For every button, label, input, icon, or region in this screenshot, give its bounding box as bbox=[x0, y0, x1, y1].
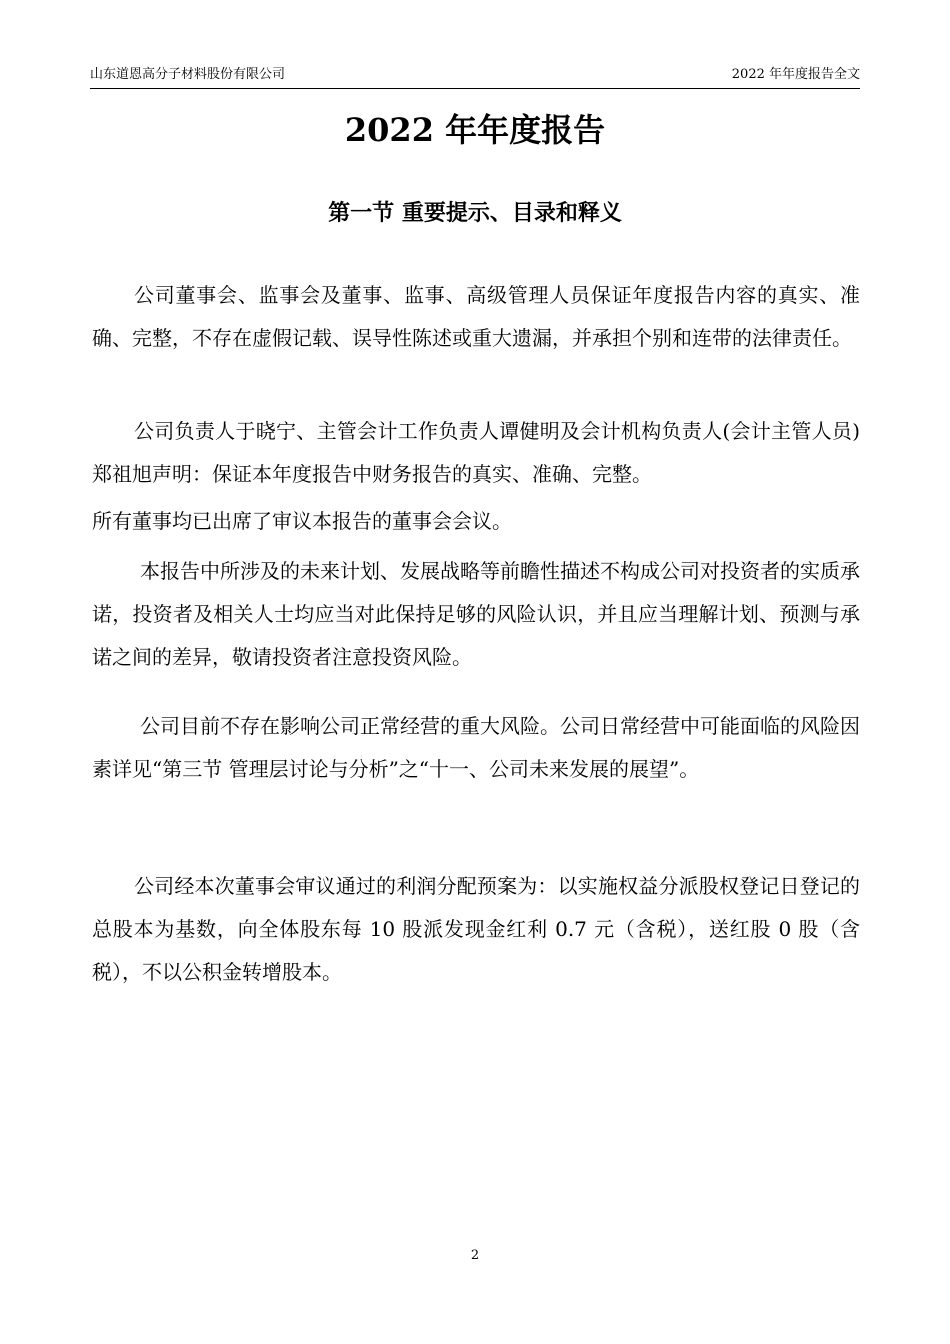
section-title: 第一节 重要提示、目录和释义 bbox=[328, 200, 622, 226]
header-company-name: 山东道恩高分子材料股份有限公司 bbox=[90, 67, 286, 82]
paragraph-forward-looking-disclaimer: 本报告中所涉及的未来计划、发展战略等前瞻性描述不构成公司对投资者的实质承诺，投资者及相关人士均应当对此保持足够的风险认识，并且应当理解计划、预测与承诺之间的差异，敬请投资者注意投资风险。 bbox=[92, 559, 860, 669]
paragraph-directors-attendance: 所有董事均已出席了审议本报告的董事会会议。 bbox=[92, 509, 512, 533]
paragraph-board-guarantee: 公司董事会、监事会及董事、监事、高级管理人员保证年度报告内容的真实、准确、完整，不存在虚假记载、误导性陈述或重大遗漏，并承担个别和连带的法律责任。 bbox=[92, 283, 860, 350]
header-document-label: 2022 年年度报告全文 bbox=[731, 67, 860, 82]
page-header bbox=[90, 64, 860, 89]
page-number: 2 bbox=[470, 1248, 480, 1263]
paragraph-risk-factors: 公司目前不存在影响公司正常经营的重大风险。公司日常经营中可能面临的风险因素详见“第三节 管理层讨论与分析”之“十一、公司未来发展的展望”。 bbox=[92, 714, 860, 781]
paragraph-profit-distribution: 公司经本次董事会审议通过的利润分配预案为：以实施权益分派股权登记日登记的总股本为基数，向全体股东每 10 股派发现金红利 0.7 元（含税），送红股 0 股（含税），不以公积金转增股本。 bbox=[92, 874, 860, 984]
paragraph-responsible-persons-statement: 公司负责人于晓宁、主管会计工作负责人谭健明及会计机构负责人(会计主管人员)郑祖旭声明：保证本年度报告中财务报告的真实、准确、完整。 bbox=[92, 419, 860, 486]
report-title: 2022 年年度报告 bbox=[344, 111, 606, 149]
